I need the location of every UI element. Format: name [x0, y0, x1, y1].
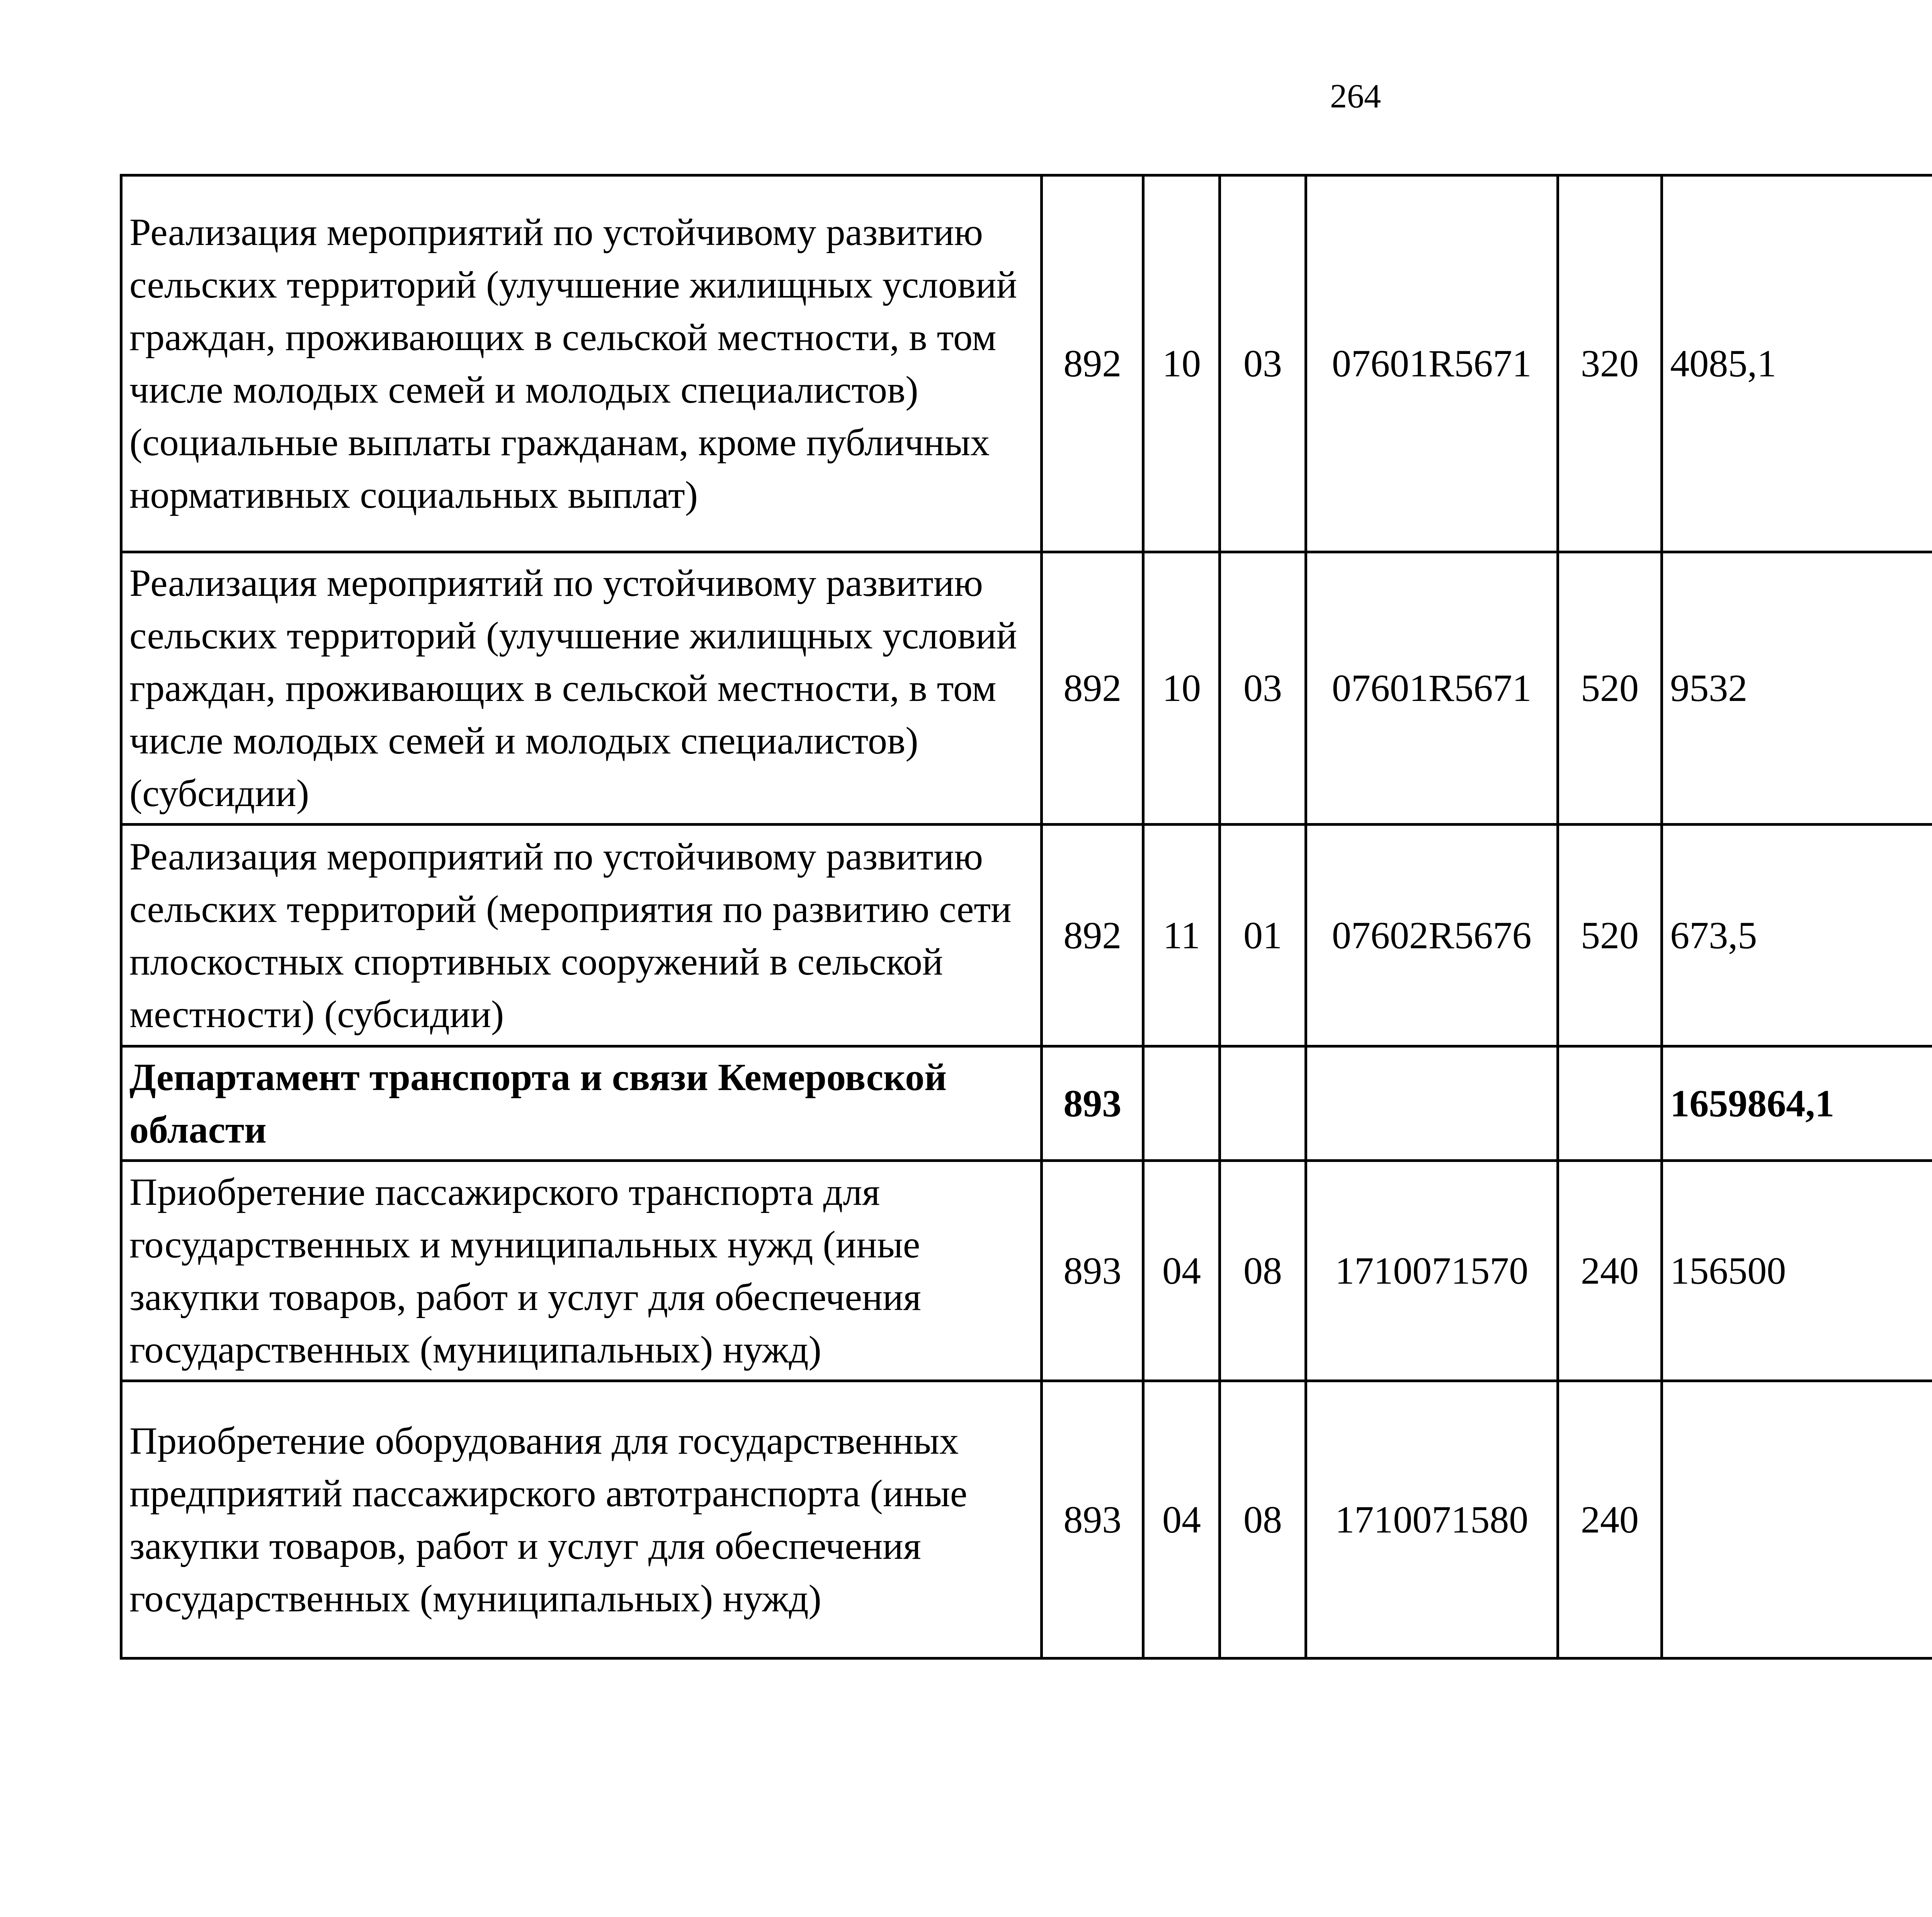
expense-name: Реализация мероприятий по устойчивому развитию сельских территорий (мероприятия по развитию сети плоскостных спортивных сооружений в сельской местности) (субсидии): [121, 825, 1042, 1046]
amount-year-1: 4085,1: [1662, 175, 1932, 552]
table-row-department-total: [121, 1046, 1932, 1161]
subsection-code: 01: [1220, 825, 1306, 1046]
department-name: Департамент транспорта и связи Кемеровской области: [121, 1046, 1042, 1161]
subsection-code: 08: [1220, 1381, 1306, 1658]
target-article-code: [1306, 1046, 1558, 1161]
ministry-code: 892: [1042, 552, 1143, 825]
target-article-code: 1710071570: [1306, 1161, 1558, 1381]
subsection-code: [1220, 1046, 1306, 1161]
ministry-code: 892: [1042, 825, 1143, 1046]
amount-year-1: 156500: [1662, 1161, 1932, 1381]
page-number: 264: [1330, 78, 1381, 115]
ministry-code: 892: [1042, 175, 1143, 552]
ministry-code: 893: [1042, 1046, 1143, 1161]
table-row: [121, 1161, 1932, 1381]
budget-table: [120, 174, 1932, 1660]
expense-type-code: 520: [1558, 552, 1662, 825]
amount-year-1: [1662, 1381, 1932, 1658]
expense-name: Приобретение оборудования для государственных предприятий пассажирского автотранспорта (иные закупки товаров, работ и услуг для обеспечения государственных (муниципальных) нужд): [121, 1381, 1042, 1658]
section-code: 10: [1143, 552, 1220, 825]
table-row: [121, 175, 1932, 552]
expense-type-code: 320: [1558, 175, 1662, 552]
expense-type-code: 240: [1558, 1161, 1662, 1381]
target-article-code: 07601R5671: [1306, 552, 1558, 825]
subsection-code: 03: [1220, 175, 1306, 552]
table-row: [121, 825, 1932, 1046]
expense-name: Реализация мероприятий по устойчивому развитию сельских территорий (улучшение жилищных условий граждан, проживающих в сельской местности, в том числе молодых семей и молодых специалистов) (социальные выплаты гражданам, кроме публичных нормативных социальных выплат): [121, 175, 1042, 552]
target-article-code: 07601R5671: [1306, 175, 1558, 552]
expense-name: Реализация мероприятий по устойчивому развитию сельских территорий (улучшение жилищных условий граждан, проживающих в сельской местности, в том числе молодых семей и молодых специалистов) (субсидии): [121, 552, 1042, 825]
section-code: [1143, 1046, 1220, 1161]
section-code: 04: [1143, 1161, 1220, 1381]
subsection-code: 08: [1220, 1161, 1306, 1381]
table-row: [121, 1381, 1932, 1658]
expense-type-code: [1558, 1046, 1662, 1161]
expense-type-code: 240: [1558, 1381, 1662, 1658]
amount-year-1: 9532: [1662, 552, 1932, 825]
section-code: 04: [1143, 1381, 1220, 1658]
expense-type-code: 520: [1558, 825, 1662, 1046]
table-row: [121, 552, 1932, 825]
amount-year-1: 673,5: [1662, 825, 1932, 1046]
target-article-code: 1710071580: [1306, 1381, 1558, 1658]
ministry-code: 893: [1042, 1381, 1143, 1658]
section-code: 10: [1143, 175, 1220, 552]
target-article-code: 07602R5676: [1306, 825, 1558, 1046]
expense-name: Приобретение пассажирского транспорта для государственных и муниципальных нужд (иные закупки товаров, работ и услуг для обеспечения государственных (муниципальных) нужд): [121, 1161, 1042, 1381]
amount-year-1: 1659864,1: [1662, 1046, 1932, 1161]
subsection-code: 03: [1220, 552, 1306, 825]
ministry-code: 893: [1042, 1161, 1143, 1381]
section-code: 11: [1143, 825, 1220, 1046]
